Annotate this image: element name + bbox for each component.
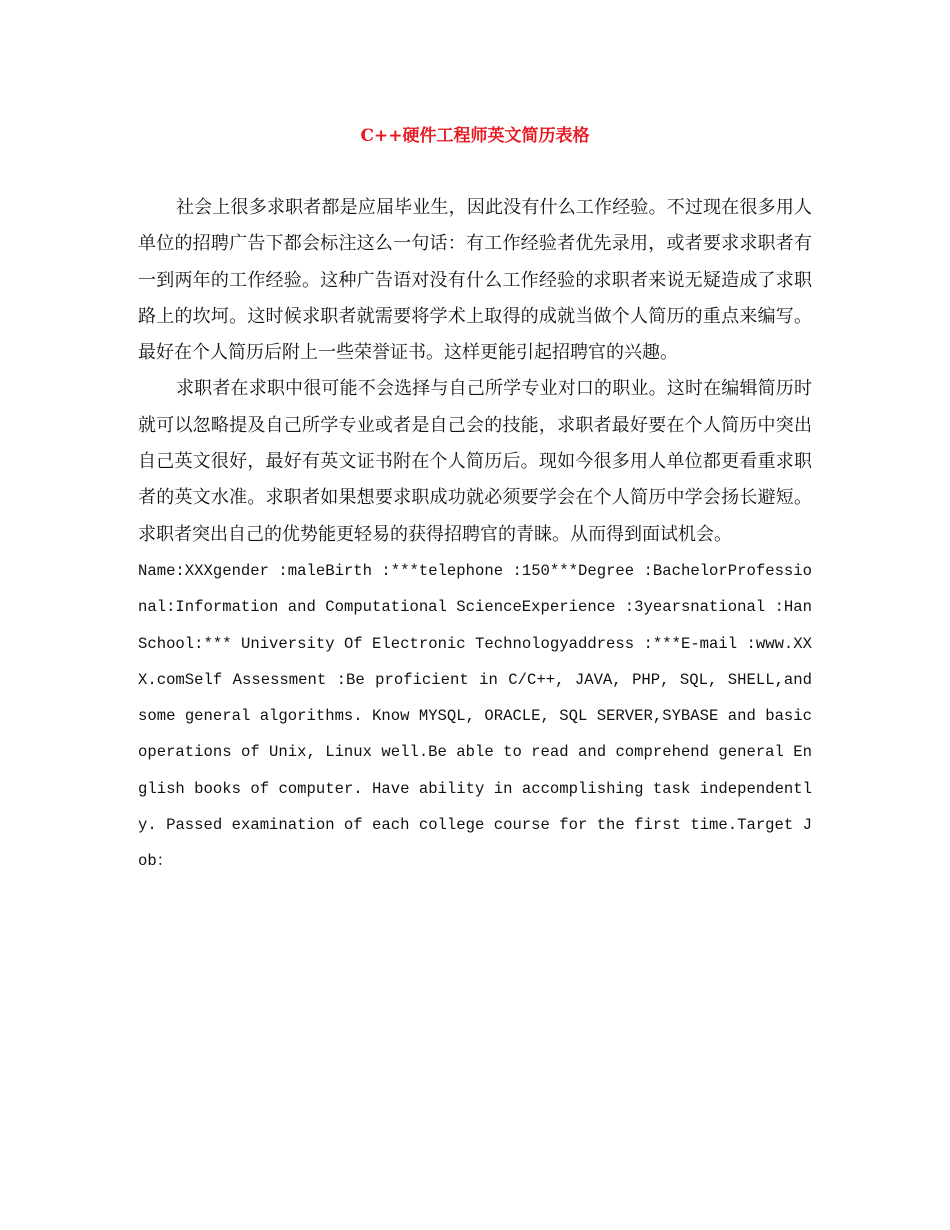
document-title: C++硬件工程师英文简历表格 — [360, 126, 590, 146]
paragraph-1: 社会上很多求职者都是应届毕业生，因此没有什么工作经验。不过现在很多用人单位的招聘广告下都会标注这么一句话：有工作经验者优先录用，或者要求求职者有一到两年的工作经验。这种广告语对没有什么工作经验的求职者来说无疑造成了求职路上的坎坷。这时候求职者就需要将学术上取得的成就当做个人简历的重点来编写。最好在个人简历后附上一些荣誉证书。这样更能引起招聘官的兴趣。 — [138, 197, 812, 364]
paragraph-2: 求职者在求职中很可能不会选择与自己所学专业对口的职业。这时在编辑简历时就可以忽略提及自己所学专业或者是自己会的技能，求职者最好要在个人简历中突出自己英文很好，最好有英文证书附在个人简历后。现如今很多用人单位都更看重求职者的英文水准。求职者如果想要求职成功就必须要学会在个人简历中学会扬长避短。求职者突出自己的优势能更轻易的获得招聘官的青睐。从而得到面试机会。 — [138, 378, 812, 545]
resume-details-block: Name:XXXgender :maleBirth :***telephone :150***Degree :BachelorProfessional:Information and Computational ScienceExperience :3yearsnational :HanSchool:*** University Of Electronic Technologyaddress :***E-mail :www.XXX.comSelf Assessment :Be proficient in C/C++, JAVA, PHP, SQL, SHELL,and some general algorithms. Know MYSQL, ORACLE, SQL SERVER,SYBASE and basic operations of Unix, Linux well.Be able to read and comprehend general English books of computer. Have ability in accomplishing task independently. Passed examination of each college course for the first time.Target Job： — [138, 561, 812, 871]
document-body — [138, 190, 812, 880]
